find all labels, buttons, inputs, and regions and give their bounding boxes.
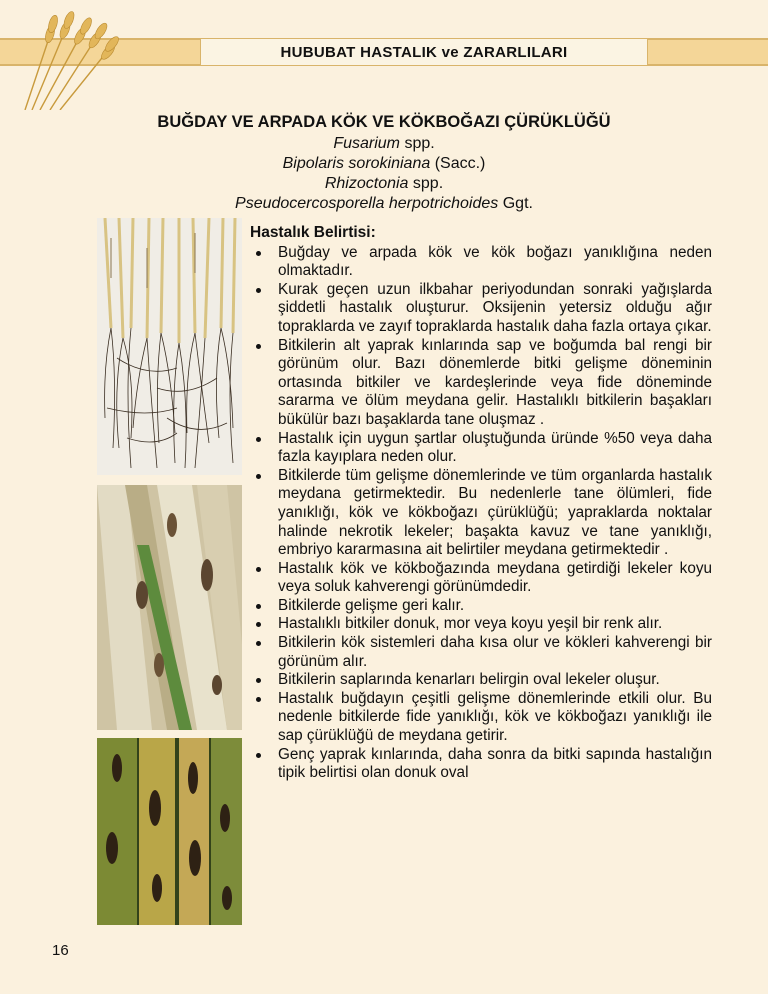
list-item: Hastalıklı bitkiler donuk, mor veya koyu yeşil bir renk alır. xyxy=(250,615,712,634)
stem-lesion-photo xyxy=(97,485,242,730)
list-item: Bitkilerin saplarında kenarları belirgin oval lekeler oluşur. xyxy=(250,671,712,690)
article-title: BUĞDAY VE ARPADA KÖK VE KÖKBOĞAZI ÇÜRÜKLÜĞÜ xyxy=(157,113,611,131)
organism-name: Pseudocercosporella herpotrichoides xyxy=(235,195,499,212)
organism-author: Ggt. xyxy=(498,195,533,212)
organism-name: Bipolaris sorokiniana xyxy=(282,155,431,172)
symptom-list xyxy=(250,244,712,783)
organism-list xyxy=(0,134,768,214)
page-number: 16 xyxy=(52,942,69,959)
root-rot-photo xyxy=(97,218,242,475)
list-item: Bitkilerin kök sistemleri daha kısa olur ve kökleri kahverengi bir görünüm alır. xyxy=(250,634,712,671)
list-item: Hastalık kök ve kökboğazında meydana getirdiği lekeler koyu veya soluk kahverengi görünümdedir. xyxy=(250,560,712,597)
organism-author: spp. xyxy=(400,135,435,152)
list-item: Bitkilerin alt yaprak kınlarında sap ve boğumda bal rengi bir görünüm olur. Bazı dönemlerde bitki gelişme döneminin ortasında bitkiler ve kardeşlerinde veya fide döneminde sararma ve ölüm meydana gelir. Hastalıklı bitkilerin başakları bükülür bazı başaklarda tane oluşmaz . xyxy=(250,337,712,430)
list-item: Bitkilerde gelişme geri kalır. xyxy=(250,597,712,616)
leaf-spot-photo xyxy=(97,738,242,925)
symptoms-section xyxy=(250,224,712,783)
organism-line xyxy=(0,194,768,214)
organism-line xyxy=(0,154,768,174)
organism-name: Rhizoctonia xyxy=(324,175,409,192)
header-title: HUBUBAT HASTALIK ve ZARARLILARI xyxy=(280,43,568,61)
section-heading: Hastalık Belirtisi: xyxy=(250,224,376,241)
organism-author: spp. xyxy=(408,175,444,192)
organism-line xyxy=(0,134,768,154)
list-item: Bitkilerde tüm gelişme dönemlerinde ve tüm organlarda hastalık meydana getirmektedir. Bu nedenlerle tane ölümleri, fide yanıklığı, kök ve kökboğazı çürüklüğü; yapraklarda noktalar halinde nekrotik lekeler; başakta kavuz ve tane yanıklığı, embriyo kararmasına ait belirtiler meydana getirmektedir . xyxy=(250,467,712,560)
list-item: Genç yaprak kınlarında, daha sonra da bitki sapında hastalığın tipik belirtisi olan donuk oval xyxy=(250,746,712,783)
header-box xyxy=(200,38,648,66)
list-item: Hastalık için uygun şartlar oluştuğunda üründe %50 veya daha fazla kayıplara neden olur. xyxy=(250,430,712,467)
wheat-icon xyxy=(20,10,130,110)
organism-author: (Sacc.) xyxy=(430,155,486,172)
organism-line xyxy=(0,174,768,194)
organism-name: Fusarium xyxy=(333,135,400,152)
list-item: Buğday ve arpada kök ve kök boğazı yanıklığına neden olmaktadır. xyxy=(250,244,712,281)
list-item: Kurak geçen uzun ilkbahar periyodundan sonraki yağışlarda şiddetli hastalık oluşturur. Oksijenin yetersiz olduğu ağır topraklarda ve zayıf topraklarda hastalık daha fazla ortaya çıkar. xyxy=(250,281,712,337)
list-item: Hastalık buğdayın çeşitli gelişme dönemlerinde etkili olur. Bu nedenle bitkilerde fide yanıklığı, kök ve kökboğazı yanıklığı ile sap çürüklüğü de meydana getirir. xyxy=(250,690,712,746)
